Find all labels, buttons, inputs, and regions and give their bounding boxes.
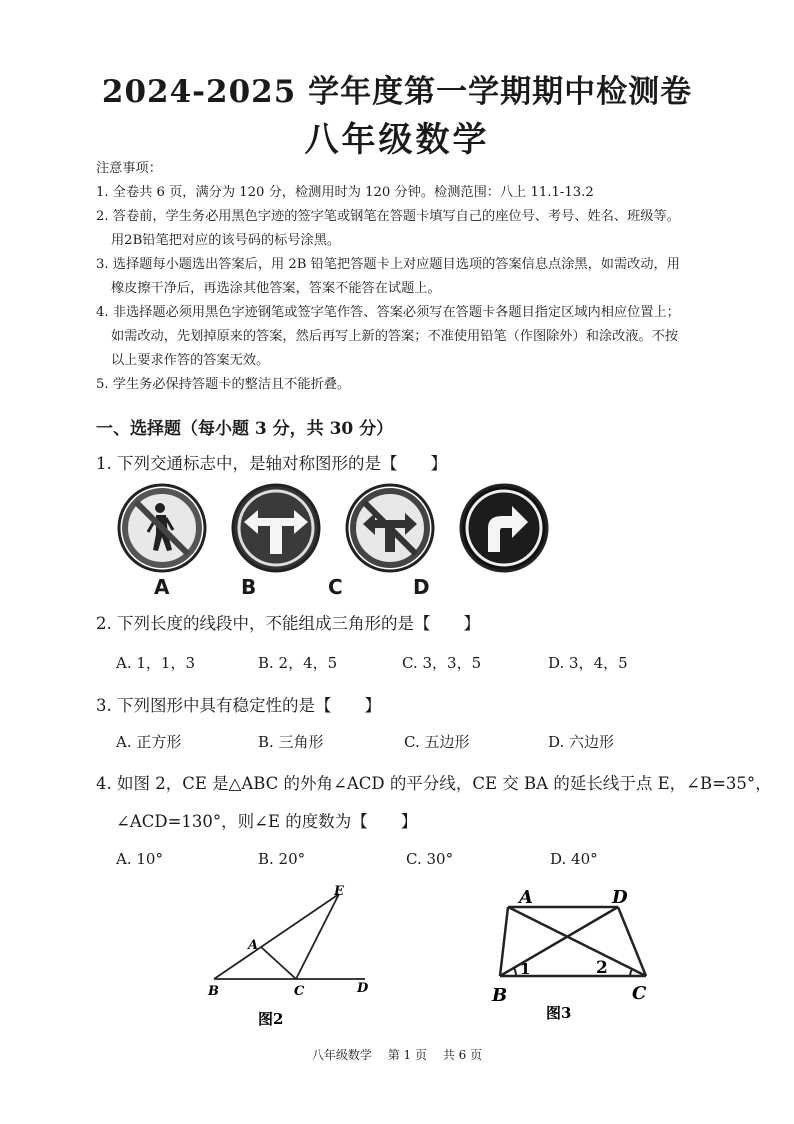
footer-total-pages: 共 6 页 [442,1048,483,1062]
footer-page-number: 第 1 页 [387,1048,427,1062]
fig2-point-e: E [334,884,344,899]
figure-2-diagram [200,882,390,1032]
fig2-point-d: D [357,981,369,996]
notes-heading: 注意事项： [96,161,162,176]
fig2-point-a: A [248,938,259,953]
sign-label-c: C [328,575,343,599]
q4-option-a: A. 10° [116,850,163,868]
question-3-stem: 3. 下列图形中具有稳定性的是【 】 [96,696,381,715]
q4-option-c: C. 30° [406,850,454,868]
q2-option-c: C. 3，3，5 [402,654,482,672]
q2-option-b: B. 2，4，5 [258,654,338,672]
fig3-angle-1: 1 [520,960,531,978]
fig2-point-b: B [208,984,219,999]
sign-label-d: D [413,575,430,599]
note-item: 用2B铅笔把对应的该号码的标号涂黑。 [111,233,341,248]
fig3-point-c: C [632,983,647,1004]
note-item: 2. 答卷前，学生务必用黑色字迹的签字笔或钢笔在答题卡填写自己的座位号、考号、姓名、班级等。 [96,209,680,224]
footer-subject: 八年级数学 [311,1048,372,1062]
note-item: 以上要求作答的答案无效。 [111,353,270,368]
question-4-stem-line2: ∠ACD=130°，则∠E 的度数为【 】 [116,812,418,831]
q3-option-b: B. 三角形 [258,733,324,751]
note-item: 如需改动，先划掉原来的答案，然后再写上新的答案；不准使用铅笔（作图除外）和涂改液。不按 [111,329,679,344]
note-item: 3. 选择题每小题选出答案后，用 2B 铅笔把答题卡上对应题目选项的答案信息点涂黑，如需改动，用 [96,257,680,272]
page-footer [0,1046,794,1063]
no-left-right-turn-sign-icon [344,482,436,574]
figure-2-caption: 图2 [258,1010,284,1028]
question-1-stem: 1. 下列交通标志中，是轴对称图形的是【 】 [96,454,447,473]
figure-3-diagram [488,880,658,1030]
section-title: 一、选择题（每小题 3 分，共 30 分） [96,419,394,439]
fig3-point-b: B [492,985,508,1006]
figure-3-caption: 图3 [546,1004,572,1022]
sign-label-b: B [241,575,257,599]
note-item: 橡皮擦干净后，再选涂其他答案，答案不能答在试题上。 [111,281,441,296]
exam-title: 2024-2025 学年度第一学期期中检测卷 [101,74,693,110]
note-item: 5. 学生务必保持答题卡的整洁且不能折叠。 [96,377,351,392]
note-item: 1. 全卷共 6 页，满分为 120 分，检测用时为 120 分钟。检测范围：八上 11.1-13.2 [96,185,594,200]
no-pedestrian-sign-icon [116,482,208,574]
q4-option-d: D. 40° [550,850,598,868]
question-4-stem-line1: 4. 如图 2，CE 是△ABC 的外角∠ACD 的平分线，CE 交 BA 的延长线于点 E，∠B=35°， [96,774,772,793]
right-turn-sign-icon [458,482,550,574]
fig2-point-c: C [294,984,305,999]
fig3-angle-2: 2 [596,958,608,978]
q3-option-c: C. 五边形 [404,733,470,751]
sign-label-a: A [154,575,170,599]
fig3-point-d: D [612,887,628,908]
question-2-stem: 2. 下列长度的线段中，不能组成三角形的是【 】 [96,614,480,633]
exam-subject: 八年级数学 [304,120,490,160]
left-right-turn-sign-icon [230,482,322,574]
q2-option-d: D. 3，4，5 [548,654,628,672]
q2-option-a: A. 1，1，3 [116,654,195,672]
note-item: 4. 非选择题必须用黑色字迹钢笔或签字笔作答、答案必须写在答题卡各题目指定区域内相应位置上； [96,305,680,320]
q4-option-b: B. 20° [258,850,306,868]
notes-block [96,157,776,397]
q3-option-d: D. 六边形 [548,733,615,751]
q3-option-a: A. 正方形 [116,733,182,751]
fig3-point-a: A [519,887,533,908]
